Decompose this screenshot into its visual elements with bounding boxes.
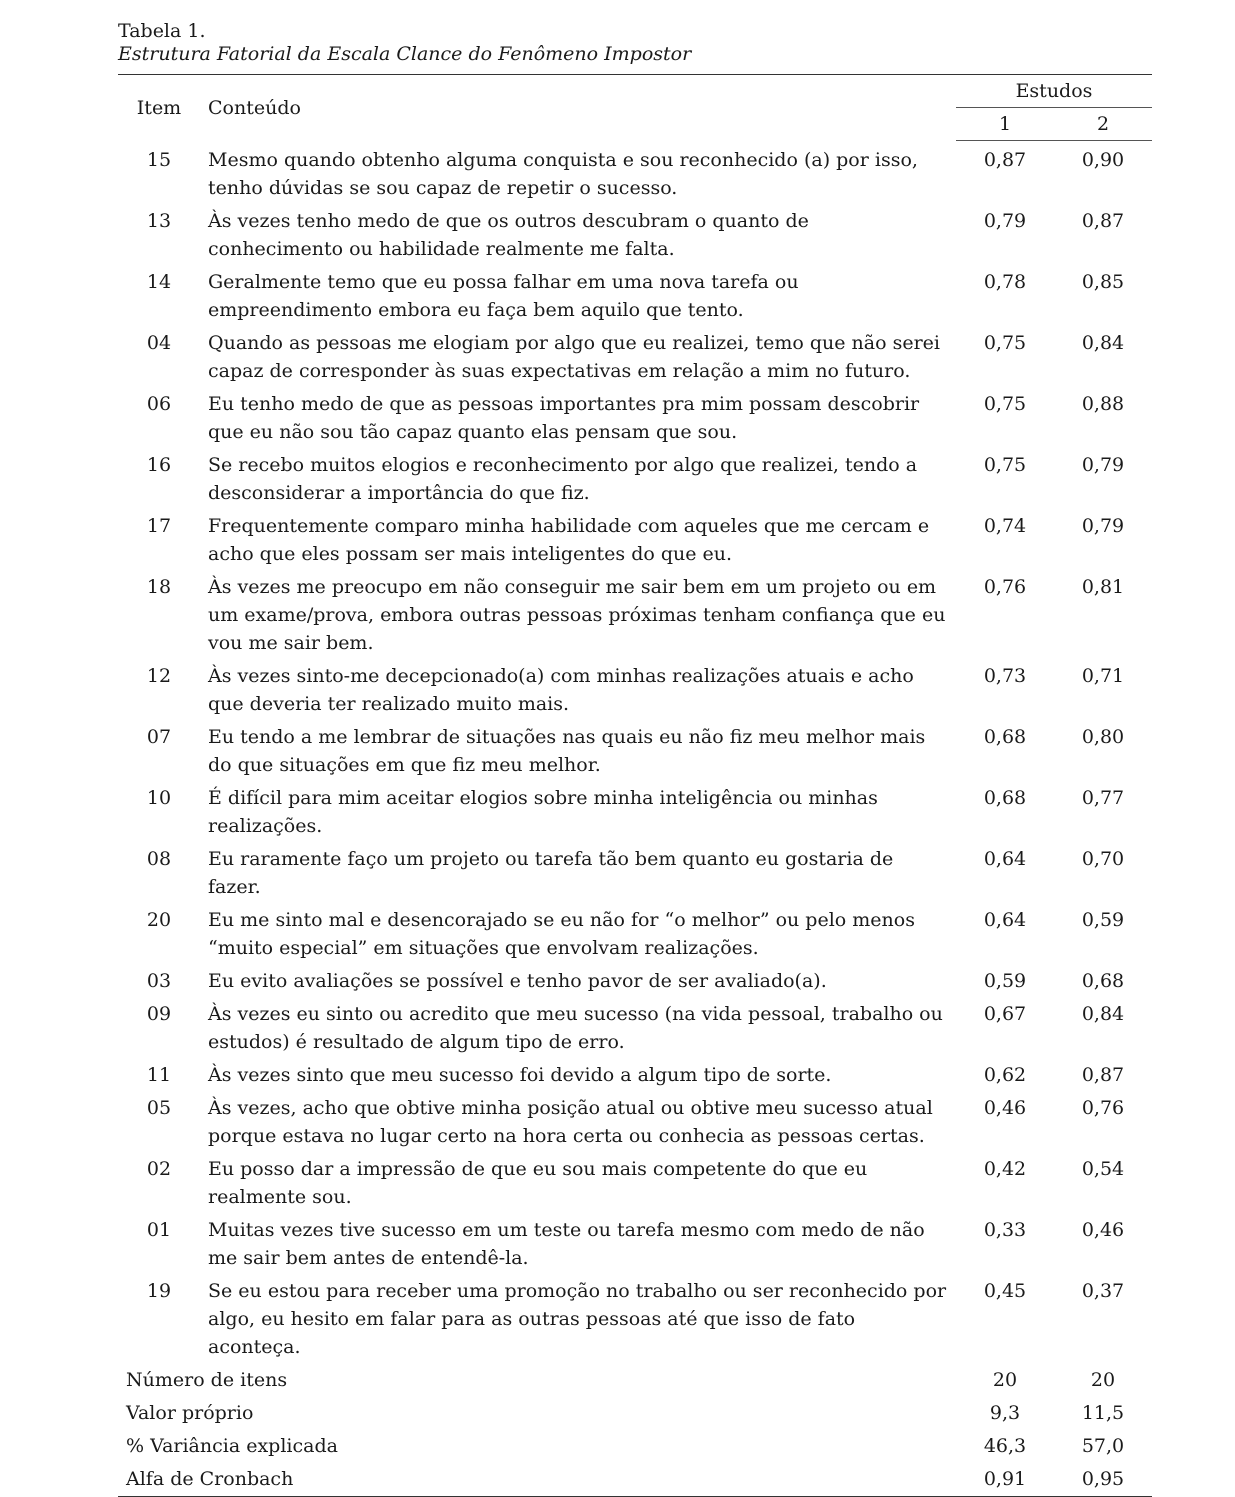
document-page [118, 20, 1152, 1497]
loading-study-2: 0,84 [1081, 1002, 1125, 1025]
loading-study-2: 0,70 [1081, 847, 1125, 870]
table-row [118, 141, 1152, 205]
table-row [118, 327, 1152, 388]
loading-study-2: 0,59 [1081, 908, 1125, 931]
table-caption-title: Tabela 1. [118, 20, 206, 42]
item-number: 15 [146, 148, 172, 171]
item-content: Geralmente temo que eu possa falhar em uma nova tarefa ou empreendimento embora eu faça bem aquilo que tento. [208, 270, 799, 321]
loading-study-1: 0,75 [983, 331, 1027, 354]
table-row [118, 965, 1152, 998]
item-number: 16 [146, 453, 172, 476]
table-caption-subtitle: Estrutura Fatorial da Escala Clance do Fenômeno Impostor [118, 43, 692, 65]
loading-study-2: 0,71 [1081, 664, 1125, 687]
item-content: Eu tendo a me lembrar de situações nas quais eu não fiz meu melhor mais do que situações em que fiz meu melhor. [208, 725, 926, 776]
loading-study-2: 0,77 [1081, 786, 1125, 809]
summary-value-study-2: 20 [1090, 1368, 1116, 1391]
table-row [118, 1092, 1152, 1153]
table-row [118, 843, 1152, 904]
item-number: 10 [146, 786, 172, 809]
item-number: 05 [146, 1096, 172, 1119]
item-content: Mesmo quando obtenho alguma conquista e sou reconhecido (a) por isso, tenho dúvidas se sou capaz de repetir o sucesso. [208, 148, 918, 199]
table-row [118, 904, 1152, 965]
table-body [118, 141, 1152, 1364]
table-row [118, 510, 1152, 571]
factor-structure-table [118, 74, 1152, 1497]
summary-value-study-2: 0,95 [1054, 1463, 1152, 1497]
item-number: 19 [146, 1279, 172, 1302]
loading-study-1: 0,68 [983, 786, 1027, 809]
summary-value-study-1: 46,3 [983, 1434, 1027, 1457]
loading-study-1: 0,33 [983, 1218, 1027, 1241]
header-item: Item [118, 75, 200, 141]
loading-study-1: 0,75 [983, 453, 1027, 476]
table-row [118, 1059, 1152, 1092]
loading-study-2: 0,87 [1081, 1063, 1125, 1086]
summary-value-study-2: 57,0 [1081, 1434, 1125, 1457]
item-content: Às vezes sinto-me decepcionado(a) com minhas realizações atuais e acho que deveria ter realizado muito mais. [208, 664, 914, 715]
loading-study-2: 0,76 [1081, 1096, 1125, 1119]
summary-label: Alfa de Cronbach [118, 1463, 956, 1497]
table-row [118, 998, 1152, 1059]
summary-value-study-2: 11,5 [1081, 1401, 1125, 1424]
item-content: Frequentemente comparo minha habilidade com aqueles que me cercam e acho que eles possam ser mais inteligentes do que eu. [208, 514, 930, 565]
item-number: 02 [146, 1157, 172, 1180]
table-row [118, 205, 1152, 266]
table-row [118, 1275, 1152, 1364]
summary-row [118, 1463, 1152, 1497]
table-row [118, 782, 1152, 843]
item-content: Eu me sinto mal e desencorajado se eu não for “o melhor” ou pelo menos “muito especial” em situações que envolvam realizações. [208, 908, 915, 959]
loading-study-2: 0,79 [1081, 514, 1125, 537]
table-row [118, 1214, 1152, 1275]
table-row [118, 266, 1152, 327]
item-number: 07 [146, 725, 172, 748]
loading-study-2: 0,85 [1081, 270, 1125, 293]
loading-study-2: 0,80 [1081, 725, 1125, 748]
item-content: Às vezes sinto que meu sucesso foi devido a algum tipo de sorte. [208, 1063, 832, 1086]
loading-study-1: 0,64 [983, 847, 1027, 870]
item-number: 20 [146, 908, 172, 931]
item-number: 13 [146, 209, 172, 232]
loading-study-2: 0,81 [1081, 575, 1125, 598]
loading-study-1: 0,46 [983, 1096, 1027, 1119]
header-content: Conteúdo [200, 75, 956, 141]
header-study-1: 1 [956, 108, 1054, 141]
loading-study-1: 0,42 [983, 1157, 1027, 1180]
table-row [118, 388, 1152, 449]
item-content: É difícil para mim aceitar elogios sobre minha inteligência ou minhas realizações. [208, 786, 878, 837]
table-row [118, 660, 1152, 721]
loading-study-1: 0,67 [983, 1002, 1027, 1025]
item-number: 01 [146, 1218, 172, 1241]
item-content: Se recebo muitos elogios e reconhecimento por algo que realizei, tendo a desconsiderar a importância do que fiz. [208, 453, 918, 504]
summary-value-study-1: 20 [992, 1368, 1018, 1391]
item-number: 18 [146, 575, 172, 598]
loading-study-1: 0,76 [983, 575, 1027, 598]
item-content: Eu posso dar a impressão de que eu sou mais competente do que eu realmente sou. [208, 1157, 868, 1208]
table-row [118, 571, 1152, 660]
summary-value-study-1: 9,3 [989, 1401, 1021, 1424]
item-number: 09 [146, 1002, 172, 1025]
item-content: Eu tenho medo de que as pessoas importantes pra mim possam descobrir que eu não sou tão capaz quanto elas pensam que sou. [208, 392, 920, 443]
item-content: Às vezes eu sinto ou acredito que meu sucesso (na vida pessoal, trabalho ou estudos) é resultado de algum tipo de erro. [208, 1002, 943, 1053]
item-number: 12 [146, 664, 172, 687]
loading-study-2: 0,79 [1081, 453, 1125, 476]
item-number: 08 [146, 847, 172, 870]
summary-row [118, 1430, 1152, 1463]
item-number: 14 [146, 270, 172, 293]
loading-study-1: 0,74 [983, 514, 1027, 537]
loading-study-2: 0,68 [1081, 969, 1125, 992]
summary-label: Número de itens [126, 1368, 288, 1391]
item-content: Às vezes, acho que obtive minha posição atual ou obtive meu sucesso atual porque estava no lugar certo na hora certa ou conhecia as pessoas certas. [208, 1096, 933, 1147]
loading-study-2: 0,87 [1081, 209, 1125, 232]
summary-value-study-1: 0,91 [956, 1463, 1054, 1497]
summary-label: Valor próprio [126, 1401, 254, 1424]
summary-label: % Variância explicada [126, 1434, 338, 1457]
header-studies: Estudos [956, 75, 1152, 108]
summary-row [118, 1397, 1152, 1430]
table-row [118, 449, 1152, 510]
loading-study-2: 0,90 [1081, 149, 1125, 171]
loading-study-1: 0,75 [983, 392, 1027, 415]
loading-study-1: 0,78 [983, 270, 1027, 293]
loading-study-1: 0,68 [983, 725, 1027, 748]
header-study-2: 2 [1054, 108, 1152, 141]
item-content: Quando as pessoas me elogiam por algo que eu realizei, temo que não serei capaz de corresponder às suas expectativas em relação a mim no futuro. [208, 331, 940, 382]
item-content: Eu raramente faço um projeto ou tarefa tão bem quanto eu gostaria de fazer. [208, 847, 894, 898]
item-content: Às vezes me preocupo em não conseguir me sair bem em um projeto ou em um exame/prova, embora outras pessoas próximas tenham confiança que eu vou me sair bem. [208, 575, 946, 654]
item-number: 06 [146, 392, 172, 415]
loading-study-1: 0,87 [983, 149, 1027, 171]
loading-study-2: 0,88 [1081, 392, 1125, 415]
loading-study-1: 0,62 [983, 1063, 1027, 1086]
loading-study-2: 0,37 [1081, 1279, 1125, 1302]
item-content: Se eu estou para receber uma promoção no trabalho ou ser reconhecido por algo, eu hesito em falar para as outras pessoas até que isso de fato aconteça. [208, 1279, 947, 1358]
loading-study-1: 0,45 [983, 1279, 1027, 1302]
loading-study-1: 0,59 [983, 969, 1027, 992]
loading-study-2: 0,54 [1081, 1157, 1125, 1180]
item-number: 11 [146, 1063, 172, 1086]
item-number: 04 [146, 331, 172, 354]
item-number: 03 [146, 969, 172, 992]
table-row [118, 721, 1152, 782]
loading-study-1: 0,73 [983, 664, 1027, 687]
summary-row [118, 1364, 1152, 1397]
item-content: Muitas vezes tive sucesso em um teste ou tarefa mesmo com medo de não me sair bem antes de entendê-la. [208, 1218, 925, 1269]
table-row [118, 1153, 1152, 1214]
item-content: Às vezes tenho medo de que os outros descubram o quanto de conhecimento ou habilidade realmente me falta. [208, 209, 809, 260]
loading-study-2: 0,46 [1081, 1218, 1125, 1241]
loading-study-1: 0,64 [983, 908, 1027, 931]
loading-study-1: 0,79 [983, 209, 1027, 232]
item-number: 17 [146, 514, 172, 537]
table-summary [118, 1364, 1152, 1497]
item-content: Eu evito avaliações se possível e tenho pavor de ser avaliado(a). [208, 969, 827, 992]
loading-study-2: 0,84 [1081, 331, 1125, 354]
